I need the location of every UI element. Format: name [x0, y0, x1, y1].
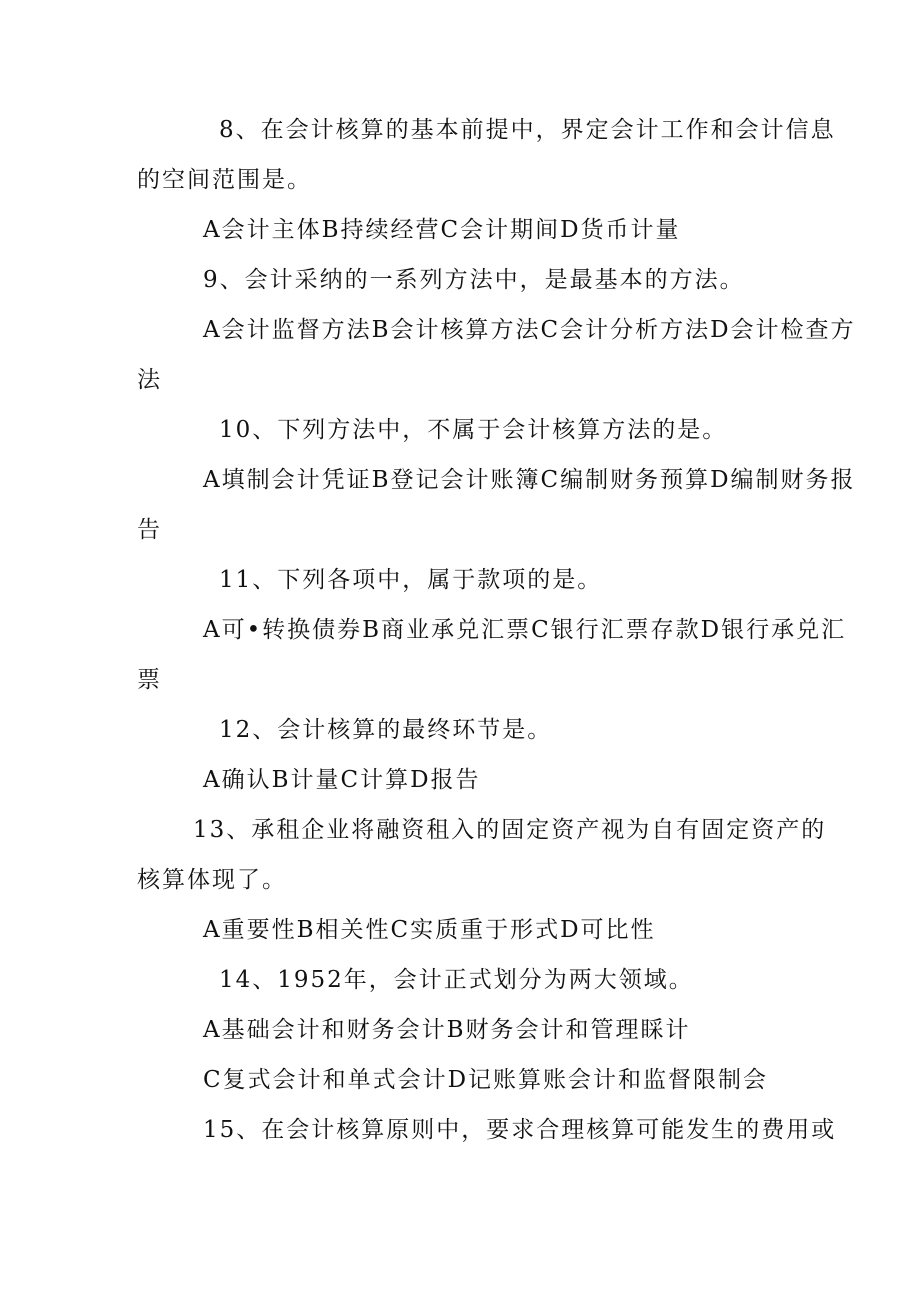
question-8-stem: 8、在会计核算的基本前提中，界定会计工作和会计信息: [219, 117, 836, 143]
question-13-stem: 13、承租企业将融资租入的固定资产视为自有固定资产的: [193, 817, 827, 843]
question-11-stem: 11、下列各项中，属于款项的是。: [219, 567, 603, 593]
question-8-stem-continued: 的空间范围是。: [137, 167, 312, 193]
question-9-options: A会计监督方法B会计核算方法C会计分析方法D会计检查方: [203, 317, 856, 343]
question-15-stem: 15、在会计核算原则中，要求合理核算可能发生的费用或: [203, 1117, 837, 1143]
question-10-options-continued: 告: [137, 517, 162, 543]
question-10-options: A填制会计凭证B登记会计账簿C编制财务预算D编制财务报: [203, 467, 856, 493]
question-9-options-continued: 法: [137, 367, 162, 393]
question-11-options: A可•转换债券B商业承兑汇票C银行汇票存款D银行承兑汇: [203, 617, 847, 643]
question-14-stem: 14、1952年，会计正式划分为两大领域。: [219, 967, 694, 993]
question-14-options-cd: C复式会计和单式会计D记账算账会计和监督限制会: [203, 1067, 769, 1093]
question-12-stem: 12、会计核算的最终环节是。: [219, 717, 553, 743]
question-13-options: A重要性B相关性C实质重于形式D可比性: [203, 917, 656, 943]
question-11-options-continued: 票: [137, 667, 162, 693]
question-8-options: A会计主体B持续经营C会计期间D货币计量: [203, 217, 681, 243]
question-12-options: A确认B计量C计算D报告: [203, 767, 481, 793]
question-10-stem: 10、下列方法中，不属于会计核算方法的是。: [219, 417, 728, 443]
question-9-stem: 9、会计采纳的一系列方法中，是最基本的方法。: [203, 267, 745, 293]
question-13-stem-continued: 核算体现了。: [137, 867, 287, 893]
question-14-options-ab: A基础会计和财务会计B财务会计和管理睬计: [203, 1017, 691, 1043]
